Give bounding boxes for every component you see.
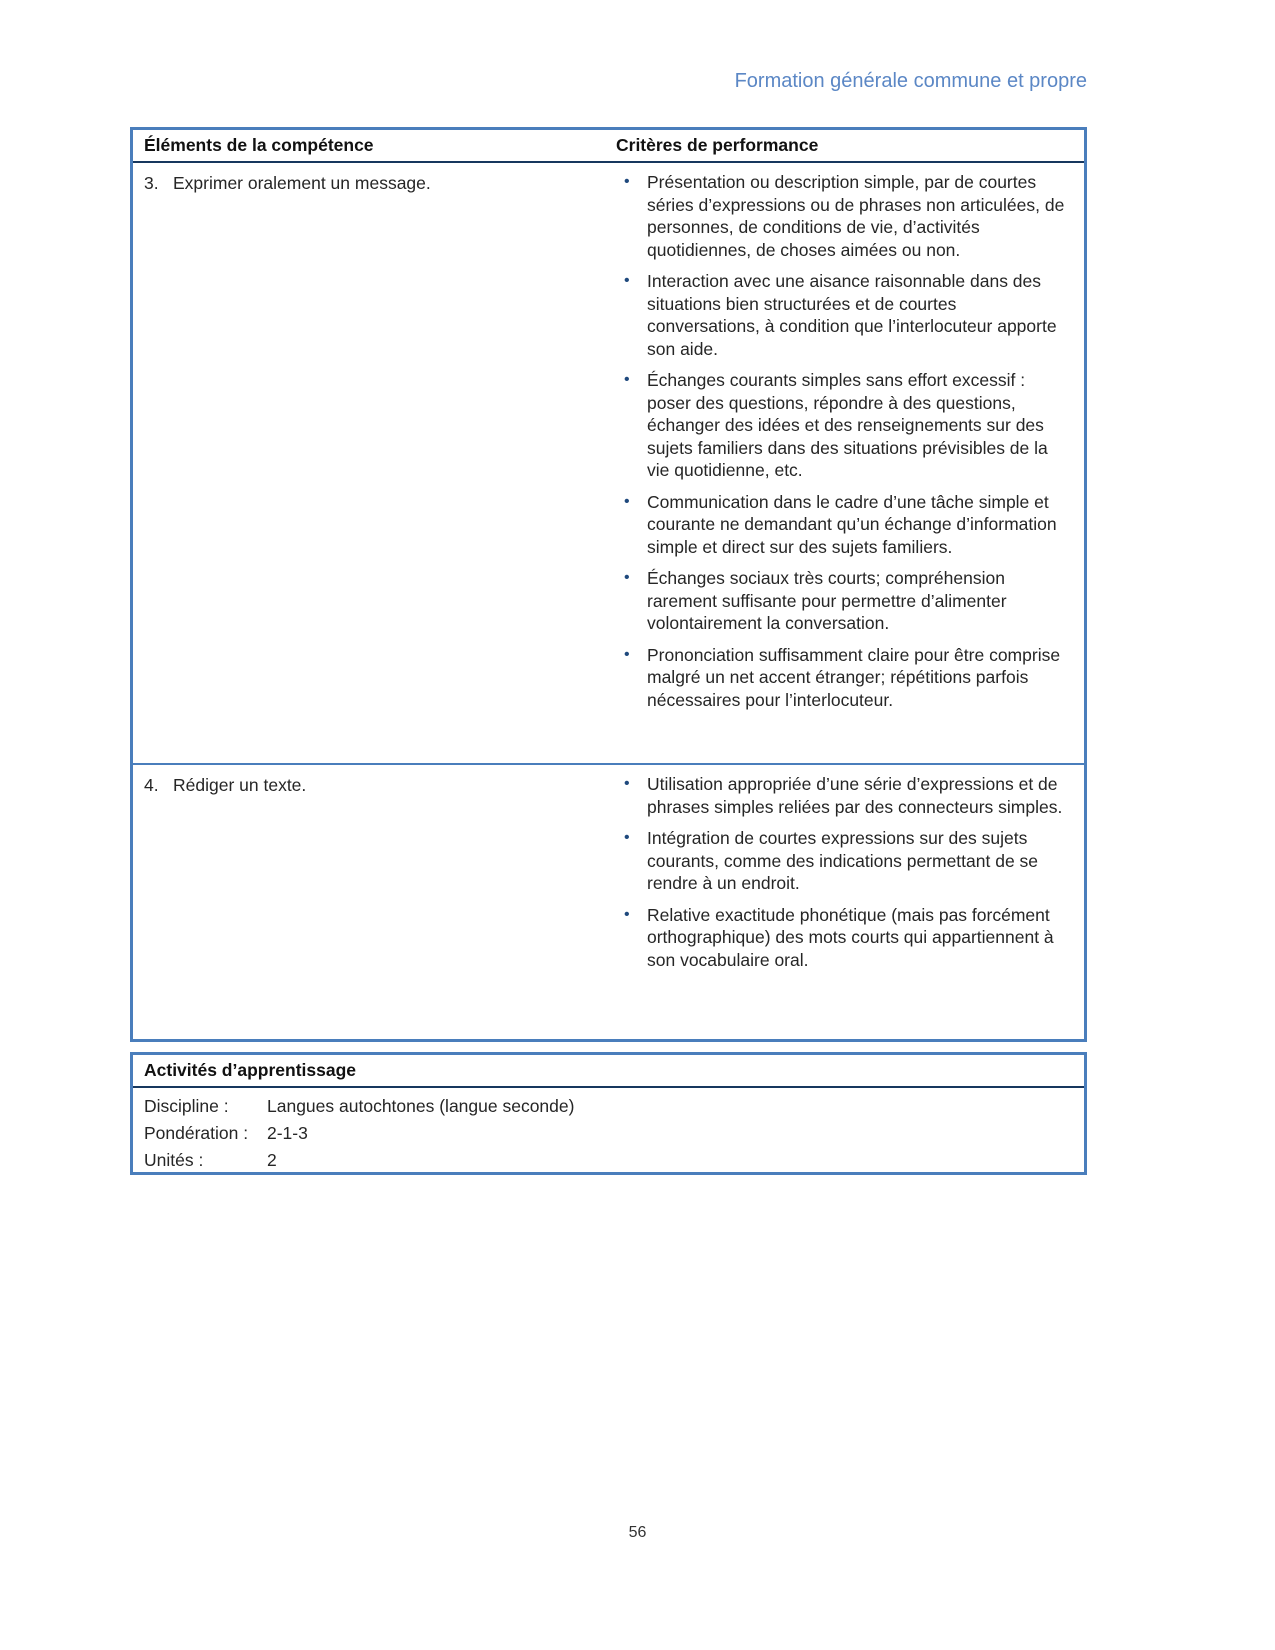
criteria-cell bbox=[603, 765, 1084, 1038]
bullet-icon: • bbox=[624, 173, 630, 190]
criterion-text: Utilisation appropriée d’une série d’expressions et de phrases simples reliées par des connecteurs simples. bbox=[647, 774, 1063, 817]
bullet-icon: • bbox=[624, 775, 630, 792]
criterion-item bbox=[624, 773, 1074, 818]
bullet-icon: • bbox=[624, 492, 630, 510]
element-number: 4. bbox=[144, 775, 159, 795]
activity-row-unites bbox=[144, 1147, 1084, 1174]
bullet-icon: • bbox=[624, 645, 630, 663]
activity-label: Pondération : bbox=[144, 1123, 249, 1143]
table-row bbox=[133, 763, 1084, 1038]
criterion-item bbox=[624, 171, 1074, 261]
activity-value: 2 bbox=[267, 1150, 277, 1170]
criterion-item bbox=[624, 827, 1074, 895]
criterion-text: Échanges courants simples sans effort excessif : poser des questions, répondre à des questions, échanger des idées et des renseignements sur des sujets familiers dans des situations prévisibles de la vie quotidienne, etc. bbox=[647, 370, 1048, 480]
column-header-elements: Éléments de la compétence bbox=[144, 135, 374, 155]
activities-body bbox=[133, 1088, 1084, 1174]
criterion-text: Interaction avec une aisance raisonnable dans des situations bien structurées et de courtes conversations, à condition que l’interlocuteur apporte son aide. bbox=[647, 271, 1057, 359]
criterion-item bbox=[624, 369, 1074, 482]
activity-row-ponderation bbox=[144, 1120, 1084, 1147]
criterion-text: Échanges sociaux très courts; compréhension rarement suffisante pour permettre d’alimenter volontairement la conversation. bbox=[647, 568, 1007, 633]
competence-table bbox=[130, 127, 1087, 1042]
bullet-icon: • bbox=[624, 905, 630, 923]
activity-value: 2-1-3 bbox=[267, 1123, 308, 1143]
activity-label: Discipline : bbox=[144, 1096, 229, 1116]
element-cell bbox=[133, 765, 603, 1038]
activity-value: Langues autochtones (langue seconde) bbox=[267, 1096, 575, 1116]
element-cell bbox=[133, 163, 603, 763]
criterion-item bbox=[624, 644, 1074, 712]
competence-table-header-row bbox=[133, 130, 1084, 163]
page-number: 56 bbox=[628, 1524, 647, 1541]
criterion-text: Communication dans le cadre d’une tâche simple et courante ne demandant qu’un échange d’information simple et direct sur des sujets familiers. bbox=[647, 491, 1057, 557]
criterion-item bbox=[624, 567, 1074, 635]
criterion-text: Présentation ou description simple, par de courtes séries d’expressions ou de phrases non articulées, de personnes, de conditions de vie, d’activités quotidiennes, de choses aimées ou non. bbox=[647, 172, 1065, 260]
column-header-criteres: Critères de performance bbox=[616, 135, 819, 155]
bullet-icon: • bbox=[624, 272, 630, 289]
criterion-text: Relative exactitude phonétique (mais pas forcément orthographique) des mots courts qui appartiennent à son vocabulaire oral. bbox=[647, 904, 1054, 970]
criterion-text: Prononciation suffisamment claire pour être comprise malgré un net accent étranger; répétitions parfois nécessaires pour l’interlocuteur. bbox=[647, 644, 1061, 710]
bullet-icon: • bbox=[624, 569, 630, 586]
criteria-cell bbox=[603, 163, 1084, 763]
criterion-item bbox=[624, 491, 1074, 559]
bullet-icon: • bbox=[624, 371, 630, 388]
element-text: Rédiger un texte. bbox=[173, 775, 307, 795]
element-number: 3. bbox=[144, 173, 159, 193]
activities-table bbox=[130, 1052, 1087, 1175]
criterion-item bbox=[624, 904, 1074, 972]
table-row bbox=[133, 163, 1084, 763]
bullet-icon: • bbox=[624, 829, 630, 846]
page-header-title: Formation générale commune et propre bbox=[734, 70, 1087, 92]
activity-label: Unités : bbox=[144, 1150, 204, 1170]
criterion-text: Intégration de courtes expressions sur des sujets courants, comme des indications permettant de se rendre à un endroit. bbox=[647, 828, 1039, 893]
activity-row-discipline bbox=[144, 1093, 1084, 1120]
criterion-item bbox=[624, 270, 1074, 360]
element-text: Exprimer oralement un message. bbox=[173, 173, 431, 193]
activities-title: Activités d’apprentissage bbox=[133, 1055, 1084, 1088]
